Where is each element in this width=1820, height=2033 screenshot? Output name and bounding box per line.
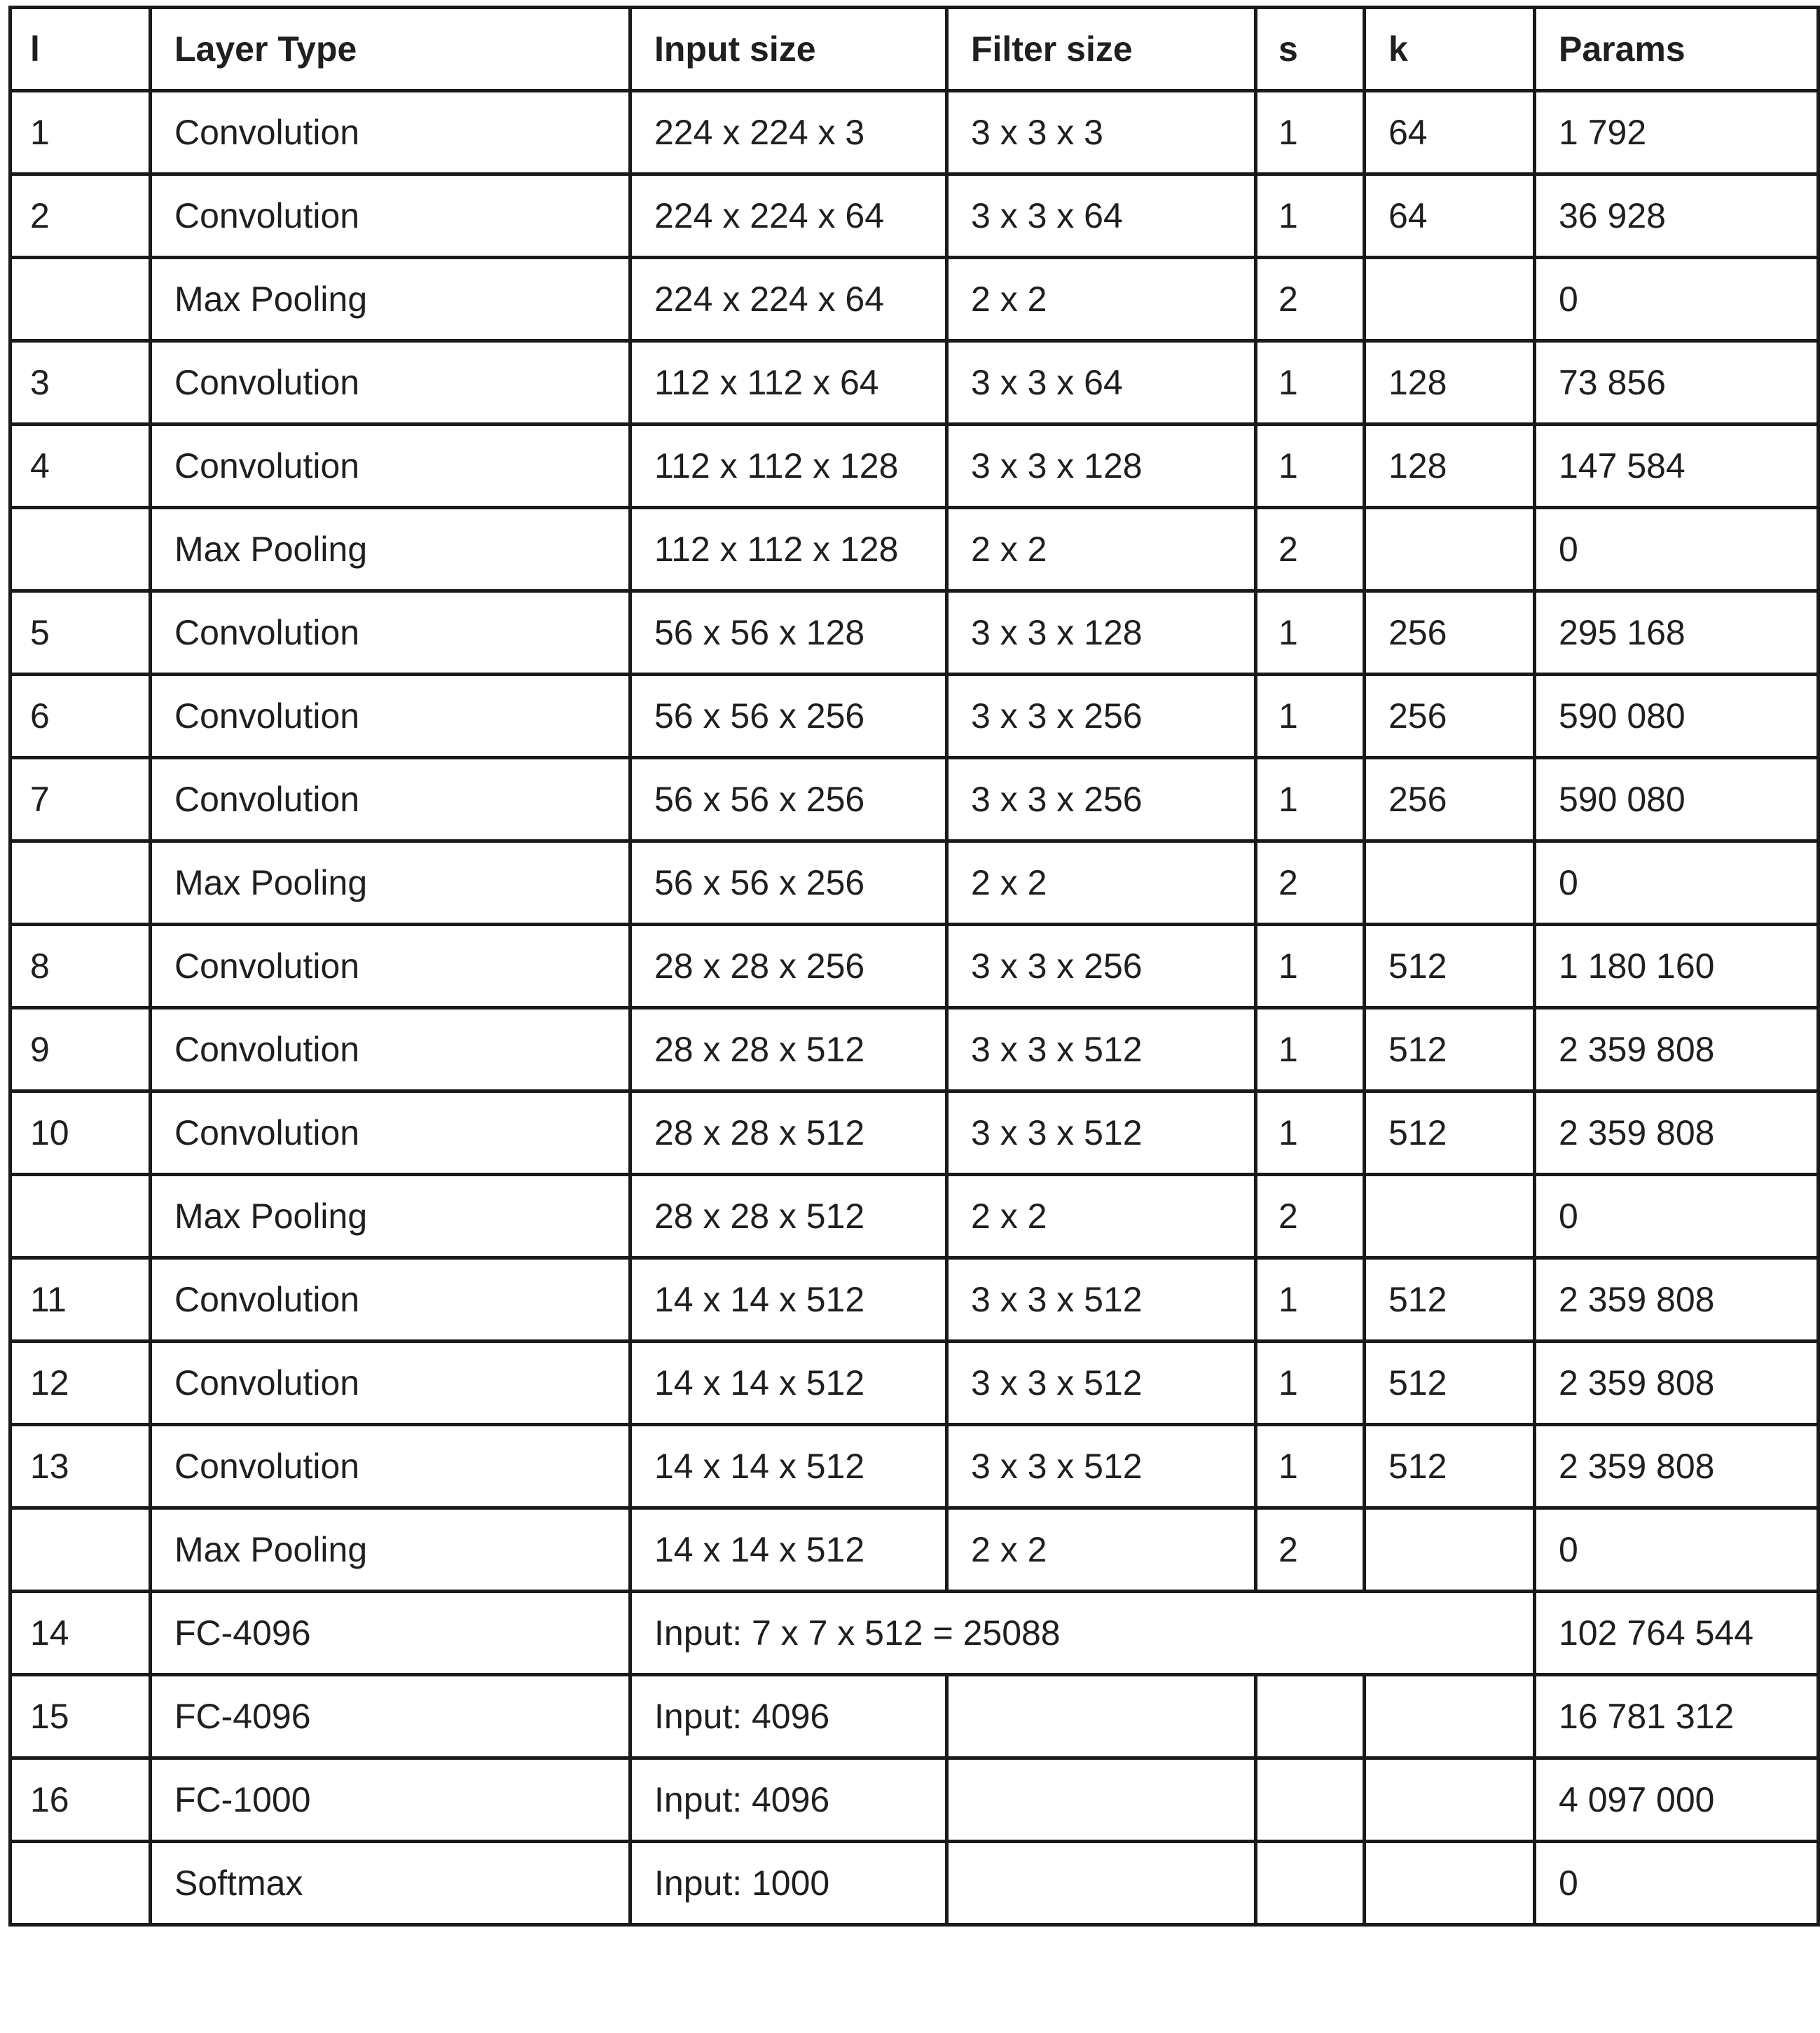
vgg16-table-container <box>8 6 1820 1927</box>
cell-kernels: 256 <box>1365 591 1535 675</box>
cell-params: 73 856 <box>1535 341 1819 425</box>
cell-params: 1 180 160 <box>1535 925 1819 1008</box>
cell-input-size: 224 x 224 x 3 <box>630 91 947 174</box>
cell-params: 147 584 <box>1535 425 1819 508</box>
cell-layer-type: Convolution <box>151 341 630 425</box>
header-input-size: Input size <box>630 8 947 91</box>
table-row <box>11 1175 1819 1258</box>
header-layer-index: l <box>11 8 151 91</box>
cell-stride: 1 <box>1256 1008 1365 1091</box>
cell-layer-index: 3 <box>11 341 151 425</box>
table-row <box>11 1508 1819 1592</box>
cell-kernels <box>1365 258 1535 341</box>
header-kernels: k <box>1365 8 1535 91</box>
cell-filter-size: 2 x 2 <box>947 1508 1256 1592</box>
header-filter-size: Filter size <box>947 8 1256 91</box>
cell-layer-type: Convolution <box>151 91 630 174</box>
cell-kernels <box>1365 1508 1535 1592</box>
table-row <box>11 508 1819 591</box>
cell-params: 2 359 808 <box>1535 1008 1819 1091</box>
cell-filter-size: 3 x 3 x 64 <box>947 174 1256 258</box>
cell-stride: 2 <box>1256 1175 1365 1258</box>
cell-filter-size: 3 x 3 x 512 <box>947 1342 1256 1425</box>
cell-layer-type: Convolution <box>151 675 630 758</box>
table-row <box>11 1091 1819 1175</box>
cell-params: 590 080 <box>1535 675 1819 758</box>
cell-layer-type: Convolution <box>151 1091 630 1175</box>
table-row <box>11 591 1819 675</box>
cell-params: 2 359 808 <box>1535 1425 1819 1508</box>
cell-params: 36 928 <box>1535 174 1819 258</box>
cell-input-size: 14 x 14 x 512 <box>630 1342 947 1425</box>
cell-layer-index: 4 <box>11 425 151 508</box>
cell-filter-size: 3 x 3 x 256 <box>947 758 1256 841</box>
cell-input-size: 14 x 14 x 512 <box>630 1425 947 1508</box>
cell-kernels: 512 <box>1365 1091 1535 1175</box>
cell-input-size: 224 x 224 x 64 <box>630 258 947 341</box>
cell-filter-size: 3 x 3 x 64 <box>947 341 1256 425</box>
table-row <box>11 1342 1819 1425</box>
cell-layer-type: Max Pooling <box>151 258 630 341</box>
cell-layer-type: Max Pooling <box>151 1175 630 1258</box>
cell-layer-type: Convolution <box>151 174 630 258</box>
cell-stride: 1 <box>1256 341 1365 425</box>
cell-filter-size: 2 x 2 <box>947 258 1256 341</box>
table-row <box>11 1258 1819 1342</box>
cell-params: 590 080 <box>1535 758 1819 841</box>
cell-params: 0 <box>1535 508 1819 591</box>
cell-layer-type: Convolution <box>151 758 630 841</box>
table-row <box>11 758 1819 841</box>
cell-stride: 1 <box>1256 425 1365 508</box>
cell-input-size: 56 x 56 x 256 <box>630 758 947 841</box>
vgg16-layer-table <box>8 6 1820 1927</box>
cell-layer-index: 6 <box>11 675 151 758</box>
cell-kernels <box>1365 1842 1535 1925</box>
header-stride: s <box>1256 8 1365 91</box>
table-row <box>11 174 1819 258</box>
table-body <box>11 91 1819 1925</box>
table-row <box>11 1425 1819 1508</box>
cell-input-size: 14 x 14 x 512 <box>630 1258 947 1342</box>
cell-kernels: 512 <box>1365 925 1535 1008</box>
cell-params: 16 781 312 <box>1535 1675 1819 1758</box>
cell-stride: 1 <box>1256 91 1365 174</box>
cell-kernels: 64 <box>1365 91 1535 174</box>
cell-layer-type: FC-4096 <box>151 1675 630 1758</box>
cell-layer-index: 9 <box>11 1008 151 1091</box>
cell-layer-index: 10 <box>11 1091 151 1175</box>
cell-params: 102 764 544 <box>1535 1592 1819 1675</box>
table-row <box>11 675 1819 758</box>
table-row <box>11 1008 1819 1091</box>
cell-params: 1 792 <box>1535 91 1819 174</box>
cell-filter-size: 3 x 3 x 512 <box>947 1008 1256 1091</box>
cell-layer-index: 11 <box>11 1258 151 1342</box>
cell-filter-size: 2 x 2 <box>947 508 1256 591</box>
table-row <box>11 841 1819 925</box>
cell-params: 0 <box>1535 258 1819 341</box>
cell-layer-type: Convolution <box>151 591 630 675</box>
cell-kernels <box>1365 1675 1535 1758</box>
cell-kernels: 512 <box>1365 1258 1535 1342</box>
cell-layer-index: 2 <box>11 174 151 258</box>
cell-layer-index <box>11 1842 151 1925</box>
table-row <box>11 925 1819 1008</box>
cell-input-size: Input: 1000 <box>630 1842 947 1925</box>
cell-filter-size <box>947 1842 1256 1925</box>
cell-filter-size: 3 x 3 x 512 <box>947 1091 1256 1175</box>
cell-params: 0 <box>1535 1175 1819 1258</box>
cell-stride: 2 <box>1256 841 1365 925</box>
cell-input-size: 28 x 28 x 512 <box>630 1175 947 1258</box>
cell-stride <box>1256 1675 1365 1758</box>
cell-kernels: 256 <box>1365 758 1535 841</box>
cell-layer-type: Convolution <box>151 1258 630 1342</box>
cell-input-size: 28 x 28 x 512 <box>630 1008 947 1091</box>
cell-stride <box>1256 1758 1365 1842</box>
cell-layer-type: FC-4096 <box>151 1592 630 1675</box>
cell-input-size: Input: 7 x 7 x 512 = 25088 <box>630 1592 1535 1675</box>
cell-layer-index: 7 <box>11 758 151 841</box>
table-header <box>11 8 1819 91</box>
cell-layer-type: Convolution <box>151 1008 630 1091</box>
cell-stride: 2 <box>1256 1508 1365 1592</box>
cell-params: 2 359 808 <box>1535 1258 1819 1342</box>
cell-stride: 1 <box>1256 1342 1365 1425</box>
cell-layer-index: 1 <box>11 91 151 174</box>
cell-layer-index: 5 <box>11 591 151 675</box>
header-params: Params <box>1535 8 1819 91</box>
table-row <box>11 1592 1819 1675</box>
cell-filter-size: 3 x 3 x 256 <box>947 925 1256 1008</box>
cell-kernels: 64 <box>1365 174 1535 258</box>
cell-kernels <box>1365 508 1535 591</box>
table-row <box>11 425 1819 508</box>
cell-input-size: 112 x 112 x 128 <box>630 508 947 591</box>
cell-filter-size: 3 x 3 x 512 <box>947 1258 1256 1342</box>
cell-input-size: 56 x 56 x 128 <box>630 591 947 675</box>
cell-kernels: 128 <box>1365 425 1535 508</box>
cell-filter-size: 3 x 3 x 512 <box>947 1425 1256 1508</box>
cell-stride: 1 <box>1256 1091 1365 1175</box>
cell-input-size: 28 x 28 x 256 <box>630 925 947 1008</box>
cell-layer-type: Softmax <box>151 1842 630 1925</box>
cell-layer-type: Convolution <box>151 425 630 508</box>
cell-input-size: Input: 4096 <box>630 1758 947 1842</box>
cell-layer-index: 8 <box>11 925 151 1008</box>
cell-input-size: 224 x 224 x 64 <box>630 174 947 258</box>
cell-kernels: 512 <box>1365 1008 1535 1091</box>
cell-stride: 1 <box>1256 591 1365 675</box>
cell-params: 4 097 000 <box>1535 1758 1819 1842</box>
cell-layer-type: Convolution <box>151 925 630 1008</box>
cell-params: 2 359 808 <box>1535 1342 1819 1425</box>
cell-filter-size: 3 x 3 x 128 <box>947 425 1256 508</box>
cell-stride: 1 <box>1256 1425 1365 1508</box>
cell-filter-size: 2 x 2 <box>947 841 1256 925</box>
cell-filter-size: 3 x 3 x 256 <box>947 675 1256 758</box>
cell-stride: 2 <box>1256 258 1365 341</box>
cell-stride: 1 <box>1256 758 1365 841</box>
cell-params: 295 168 <box>1535 591 1819 675</box>
cell-layer-index <box>11 258 151 341</box>
cell-layer-index: 15 <box>11 1675 151 1758</box>
cell-params: 2 359 808 <box>1535 1091 1819 1175</box>
cell-layer-type: FC-1000 <box>151 1758 630 1842</box>
cell-stride: 1 <box>1256 174 1365 258</box>
cell-filter-size <box>947 1758 1256 1842</box>
cell-kernels <box>1365 1175 1535 1258</box>
cell-input-size: 28 x 28 x 512 <box>630 1091 947 1175</box>
cell-input-size: Input: 4096 <box>630 1675 947 1758</box>
cell-filter-size <box>947 1675 1256 1758</box>
cell-stride: 1 <box>1256 1258 1365 1342</box>
table-row <box>11 341 1819 425</box>
cell-input-size: 56 x 56 x 256 <box>630 841 947 925</box>
cell-params: 0 <box>1535 1842 1819 1925</box>
cell-filter-size: 3 x 3 x 128 <box>947 591 1256 675</box>
cell-layer-index <box>11 841 151 925</box>
cell-layer-index: 12 <box>11 1342 151 1425</box>
cell-kernels <box>1365 1758 1535 1842</box>
cell-layer-index: 14 <box>11 1592 151 1675</box>
cell-kernels: 128 <box>1365 341 1535 425</box>
header-layer-type: Layer Type <box>151 8 630 91</box>
cell-params: 0 <box>1535 1508 1819 1592</box>
cell-layer-index: 13 <box>11 1425 151 1508</box>
cell-layer-type: Max Pooling <box>151 1508 630 1592</box>
table-row <box>11 1842 1819 1925</box>
cell-layer-type: Max Pooling <box>151 508 630 591</box>
cell-layer-type: Convolution <box>151 1342 630 1425</box>
cell-layer-index <box>11 1508 151 1592</box>
cell-stride: 1 <box>1256 675 1365 758</box>
table-row <box>11 1758 1819 1842</box>
cell-layer-type: Convolution <box>151 1425 630 1508</box>
cell-kernels: 512 <box>1365 1342 1535 1425</box>
table-row <box>11 1675 1819 1758</box>
cell-stride: 1 <box>1256 925 1365 1008</box>
cell-layer-index <box>11 508 151 591</box>
cell-layer-type: Max Pooling <box>151 841 630 925</box>
cell-layer-index <box>11 1175 151 1258</box>
cell-kernels: 512 <box>1365 1425 1535 1508</box>
cell-layer-index: 16 <box>11 1758 151 1842</box>
cell-input-size: 56 x 56 x 256 <box>630 675 947 758</box>
cell-filter-size: 3 x 3 x 3 <box>947 91 1256 174</box>
cell-params: 0 <box>1535 841 1819 925</box>
cell-input-size: 112 x 112 x 128 <box>630 425 947 508</box>
cell-stride: 2 <box>1256 508 1365 591</box>
cell-input-size: 112 x 112 x 64 <box>630 341 947 425</box>
cell-kernels <box>1365 841 1535 925</box>
table-row <box>11 91 1819 174</box>
header-row <box>11 8 1819 91</box>
cell-stride <box>1256 1842 1365 1925</box>
cell-input-size: 14 x 14 x 512 <box>630 1508 947 1592</box>
table-row <box>11 258 1819 341</box>
cell-filter-size: 2 x 2 <box>947 1175 1256 1258</box>
cell-kernels: 256 <box>1365 675 1535 758</box>
